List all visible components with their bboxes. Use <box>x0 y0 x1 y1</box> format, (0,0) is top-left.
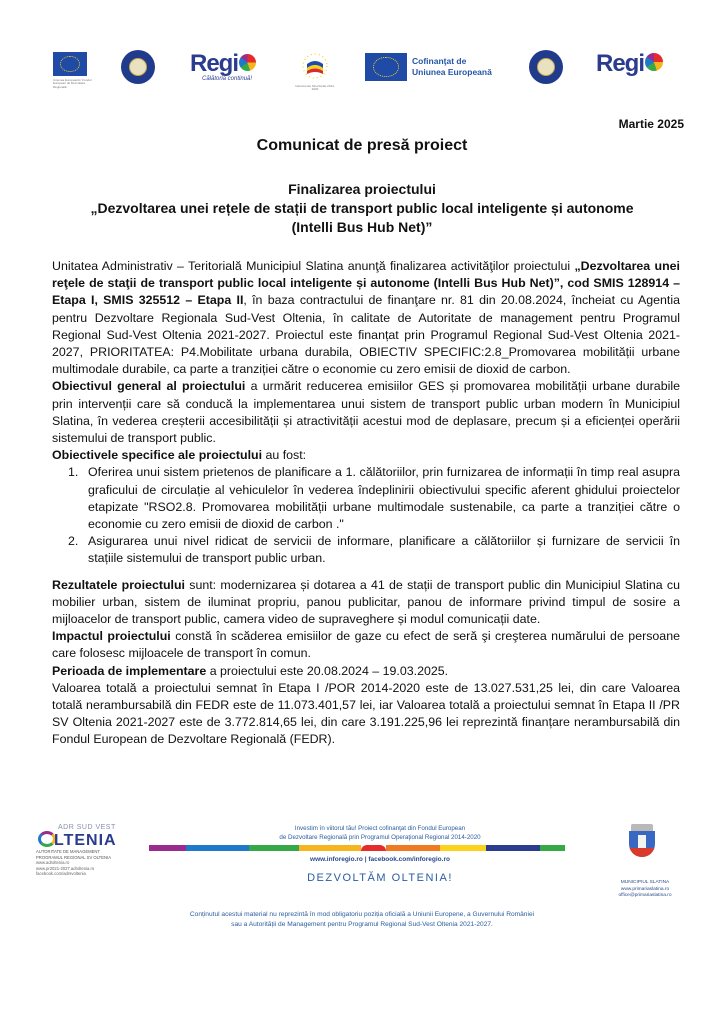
disclaimer-line2: sau a Autorității de Management pentru Programul Regional Sud-Vest Oltenia 2021-2027. <box>231 921 493 928</box>
page-title: Comunicat de presă proiect <box>256 137 468 154</box>
intro-paragraph <box>52 258 680 378</box>
project-name-bold: „Dezvoltarea unei reţele de staţii de transport public local inteligente și autonome (Intelli Bus Hub Net)”, cod SMIS 128914 – Etapa I, SMIS 325512 – Etapa II <box>52 259 680 308</box>
list-number: 1. <box>68 465 79 480</box>
general-objective-text: a urmărit reducerea emisiilor GES și promovarea mobilității urbane durabile prin intervenții care să conducă la implementarea unui sistem de transport public urban modern în Municipiul Slatina, în vederea creșterii accesibilității și atractivității acestui mod de deplasare, precum și a eficienței operării sistemului de transport public. <box>52 379 680 446</box>
results-text: sunt: modernizarea și dotarea a 41 de stații de transport public din Municipiul Slatina cu mobilier urban, sistem de iluminat propriu, panou publicitar, panou de informare privind timpul de sosire a mijloacelor de transport public, camera video de supraveghere și modul comunicații date. <box>52 577 680 627</box>
list-item <box>68 533 680 567</box>
impact-paragraph <box>52 628 680 662</box>
strip-segment <box>361 845 386 851</box>
header-logo-bar <box>0 42 724 100</box>
regio-word: Regi <box>596 50 645 77</box>
project-heading-line1: Finalizarea proiectului <box>288 181 436 197</box>
investment-line1: Investim în viitorul tău! Proiect cofinanţat din Fondul European <box>294 825 466 832</box>
cofinantat-line2: Uniunea Europeană <box>412 66 492 77</box>
slatina-crest-icon <box>627 824 657 860</box>
cofinantat-ue-text <box>412 56 492 77</box>
instrumente-structurale-logo <box>295 52 335 94</box>
period-paragraph <box>52 663 680 680</box>
eu-stars-icon <box>373 57 398 77</box>
primaria-website-link[interactable]: www.primariaslatina.ro <box>620 886 670 892</box>
intro-text: Unitatea Administrativ – Teritorială Municipiul Slatina anunţă finalizarea activităţilor proiectului <box>52 259 575 273</box>
adr-oltenia-logo <box>36 824 146 877</box>
shield-base <box>629 848 655 857</box>
values-paragraph: Valoarea totală a proiectului semnat în Etapa I /POR 2014-2020 este de 13.027.531,25 lei, din care Valoarea totală nerambursabilă din FEDR este de 11.073.401,57 lei, iar Valoarea totală a proiectului semnat în Etapa II /PR SV Oltenia 2021-2027 este de 3.772.814,65 lei, din care 3.191.225,96 lei reprezintă finanțare nerambursabilă din Fondul European de Dezvoltare Regională (FEDR). <box>52 680 680 747</box>
results-paragraph <box>52 577 680 629</box>
regio-logo-2014-2020 <box>190 52 262 92</box>
cofinantat-line1: Cofinanţat de <box>412 56 467 66</box>
impact-text: constă în scăderea emisiilor de gaze cu efect de seră şi creşterea numărului de persoane care folosesc mijloacele de transport în comun. <box>52 629 680 661</box>
shield-icon <box>629 831 655 857</box>
romanian-government-seal-2 <box>529 50 563 84</box>
adr-top-text: ADR SUD VEST <box>58 824 116 831</box>
primaria-name: MUNICIPIUL SLATINA <box>620 880 670 885</box>
adr-line2: PROGRAMUL REGIONAL SV OLTENIA <box>36 854 112 860</box>
list-text: Asigurarea unui nivel ridicat de servicii de informare, planificare a călătoriilor și furnizare de servicii în stațiile sistemului de transport public urban. <box>88 534 680 566</box>
romanian-government-seal <box>121 50 155 84</box>
eu-stars-icon <box>60 56 80 73</box>
strip-segment <box>299 845 361 851</box>
coat-of-arms-icon <box>537 58 556 77</box>
regio-o-icon <box>239 54 256 71</box>
document-date: Martie 2025 <box>618 117 684 131</box>
cofinantat-eu-flag <box>365 53 407 81</box>
regio-logo-2021-2027 <box>596 52 676 82</box>
crown-icon <box>631 824 653 831</box>
investment-statement <box>230 824 530 842</box>
footer <box>0 818 724 938</box>
strip-segment <box>186 845 248 851</box>
period-text: a proiectului este 20.08.2024 – 19.03.2025. <box>206 663 449 678</box>
structural-instruments-icon <box>300 52 330 80</box>
strip-segment <box>149 845 186 851</box>
press-release-body <box>52 258 680 749</box>
project-heading-line3: (Intelli Bus Hub Net)” <box>291 219 433 235</box>
strip-segment <box>540 845 565 851</box>
list-text: Oferirea unui sistem prietenos de planificare a 1. călătoriilor, prin furnizarea de informații în timp real asupra graficului de circulație al vehiculelor în vederea îndeplinirii obiectivului specific aferent ghidului proiectelor etapizate "RSO2.8. Promovarea mobilității urbane multimodale sustenabile, ca parte a tranziției către o economie cu zero emisii de dioxid de carbon ." <box>88 465 680 532</box>
coat-of-arms-icon <box>129 58 148 77</box>
investment-line2: de Dezvoltare Regională prin Programul Operaţional Regional 2014-2020 <box>279 834 481 841</box>
strip-segment <box>249 845 299 851</box>
specific-objectives-label: Obiectivele specifice ale proiectului <box>52 448 263 463</box>
structural-instruments-caption: Instrumente Structurale 2014-2020 <box>295 84 335 92</box>
regio-word: Regi <box>190 50 239 77</box>
general-objective-paragraph <box>52 378 680 447</box>
specific-objectives-suffix: au fost: <box>262 448 307 463</box>
project-heading-line2: „Dezvoltarea unei rețele de stații de transport public local inteligente și autonome <box>90 200 634 216</box>
eu-flag-logo <box>53 52 87 76</box>
disclaimer-line1: Conținutul acestui material nu reprezintă în mod obligatoriu poziția oficială a Uniunii Europene, a Guvernului României <box>189 911 535 918</box>
strip-segment <box>440 845 486 851</box>
specific-objectives-list <box>68 464 680 567</box>
adr-pr-website-link[interactable]: www.pr2021-2027.adroltenia.ro <box>36 865 95 871</box>
strip-segment <box>486 845 540 851</box>
general-objective-label: Obiectivul general al proiectului <box>52 379 246 394</box>
regio-tagline: Călătoria continuă! <box>202 76 253 82</box>
tower-icon <box>638 835 646 849</box>
period-label: Perioada de implementare <box>52 663 207 678</box>
regio-o-icon <box>645 53 663 71</box>
primaria-email-link[interactable]: office@primariaslatina.ro <box>618 893 672 898</box>
adr-line1: AUTORITATE DE MANAGEMENT <box>36 849 100 854</box>
adr-oltenia-word: LTENIA <box>54 832 117 849</box>
adr-facebook-link[interactable]: facebook.com/adrsvoltenia <box>36 871 86 876</box>
inforegio-links[interactable]: www.inforegio.ro | facebook.com/inforegio.ro <box>310 856 450 863</box>
spacer <box>52 568 680 577</box>
intro-text-cont: , în baza contractului de finanţare nr. 81 din 20.08.2024, încheiat cu Agentia pentru Dezvoltare Regionala Sud-Vest Oltenia, în calitate de Autoritate de management pentru Programul Regional Sud-Vest Oltenia 2021-2027. Proiectul este finanțat prin Programul Regional Sud-Vest Oltenia 2021-2027, PRIORITATEA: P4.Mobilitate urbana durabila, OBIECTIV SPECIFIC:2.8_Promovarea mobilității urbane multimodale durabile, ca parte a tranziției către o economie cu zero emisii de dioxid de carbon. <box>52 293 680 377</box>
color-strip <box>149 845 565 851</box>
slogan: DEZVOLTĂM OLTENIA! <box>307 872 453 884</box>
disclaimer <box>100 910 624 930</box>
list-item <box>68 464 680 533</box>
project-heading <box>0 180 724 237</box>
impact-label: Impactul proiectului <box>52 629 171 644</box>
list-number: 2. <box>68 534 79 549</box>
eu-flag-caption: Uniunea Europeană / Fondul European de Dezvoltare Regională <box>53 78 92 89</box>
adr-website-link[interactable]: www.adroltenia.ro <box>36 860 70 865</box>
results-label: Rezultatele proiectului <box>52 577 185 592</box>
adr-big-text <box>36 831 146 849</box>
strip-segment <box>386 845 440 851</box>
primaria-info <box>600 880 690 900</box>
specific-objectives-heading <box>52 447 680 464</box>
